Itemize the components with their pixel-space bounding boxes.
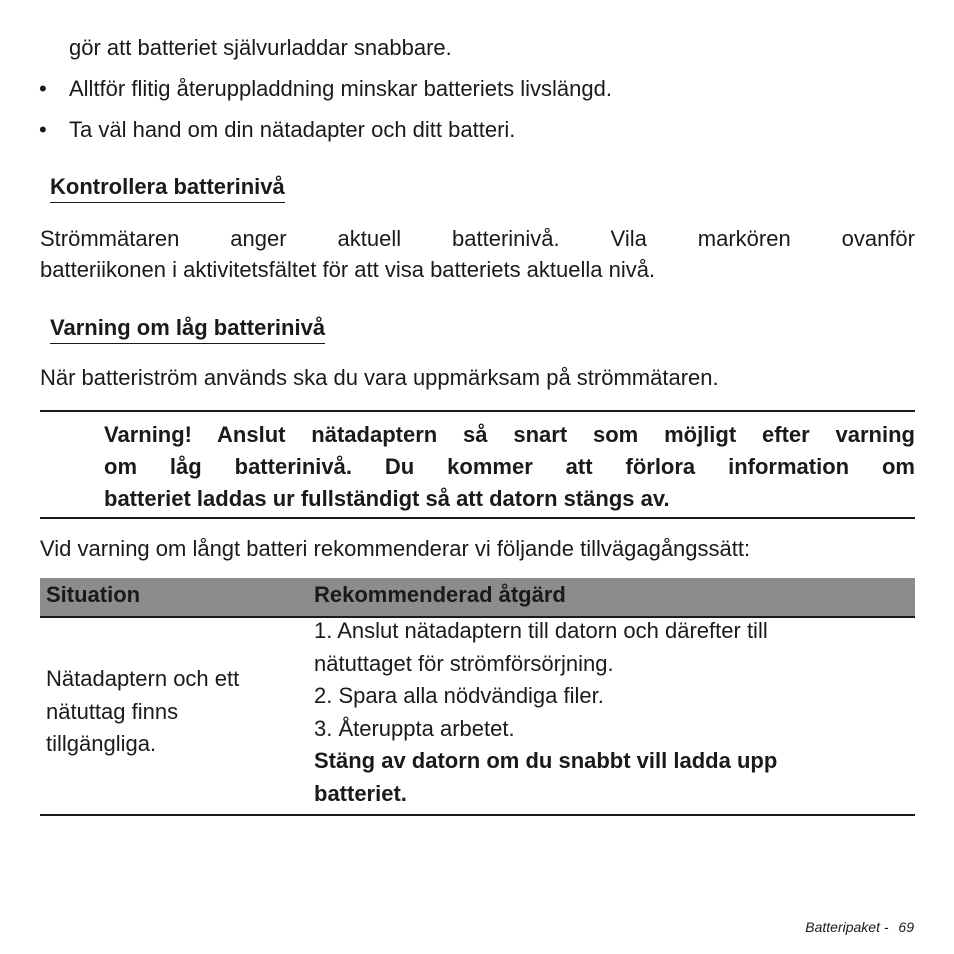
bullet-symbol: •: [39, 117, 47, 142]
section-body: När batteriström används ska du vara uppmärksam på strömmätaren.: [40, 365, 719, 390]
warning-line: om låg batterinivå. Du kommer att förlora information om: [104, 454, 915, 479]
footer-section: Batteripaket -: [805, 919, 889, 935]
section-body-line: Strömmätaren anger aktuell batterinivå. Vila markören ovanför: [40, 226, 915, 251]
table-bottom-rule: [40, 814, 915, 816]
bullet-item: Ta väl hand om din nätadapter och ditt batteri.: [69, 117, 516, 142]
warning-bottom-rule: [40, 517, 915, 519]
table-header-situation: Situation: [46, 582, 141, 607]
table-cell-action: [314, 615, 914, 810]
situation-line: nätuttag finns: [46, 698, 179, 724]
situation-line: tillgängliga.: [46, 731, 157, 756]
warning-top-rule: [40, 410, 915, 412]
page-number: 69: [898, 919, 914, 935]
section-heading: Varning om låg batterinivå: [50, 314, 325, 344]
action-line: 1. Anslut nätadaptern till datorn och därefter till: [314, 618, 768, 643]
table-intro: Vid varning om långt batteri rekommenderar vi följande tillvägagångssätt:: [40, 536, 751, 561]
action-line: 3. Återuppta arbetet.: [314, 715, 515, 741]
bullet-item: Alltför flitig återuppladdning minskar batteriets livslängd.: [69, 76, 612, 101]
warning-line: Varning! Anslut nätadaptern så snart som möjligt efter varning: [104, 422, 915, 447]
action-line: nätuttaget för strömförsörjning.: [314, 650, 614, 676]
action-bold-line: batteriet.: [314, 780, 407, 806]
table-header-action: Rekommenderad åtgärd: [314, 582, 566, 607]
table-cell-situation: [46, 663, 306, 761]
page-footer: [805, 919, 914, 935]
situation-line: Nätadaptern och ett: [46, 666, 240, 691]
action-bold-line: Stäng av datorn om du snabbt vill ladda upp: [314, 748, 778, 773]
bullet-symbol: •: [39, 76, 47, 101]
section-body-line: batteriikonen i aktivitetsfältet för att visa batteriets aktuella nivå.: [40, 257, 656, 282]
action-line: 2. Spara alla nödvändiga filer.: [314, 683, 604, 708]
intro-continuation: gör att batteriet självurladdar snabbare.: [69, 35, 452, 60]
section-heading: Kontrollera batterinivå: [50, 173, 285, 203]
warning-line: batteriet laddas ur fullständigt så att datorn stängs av.: [104, 486, 670, 511]
